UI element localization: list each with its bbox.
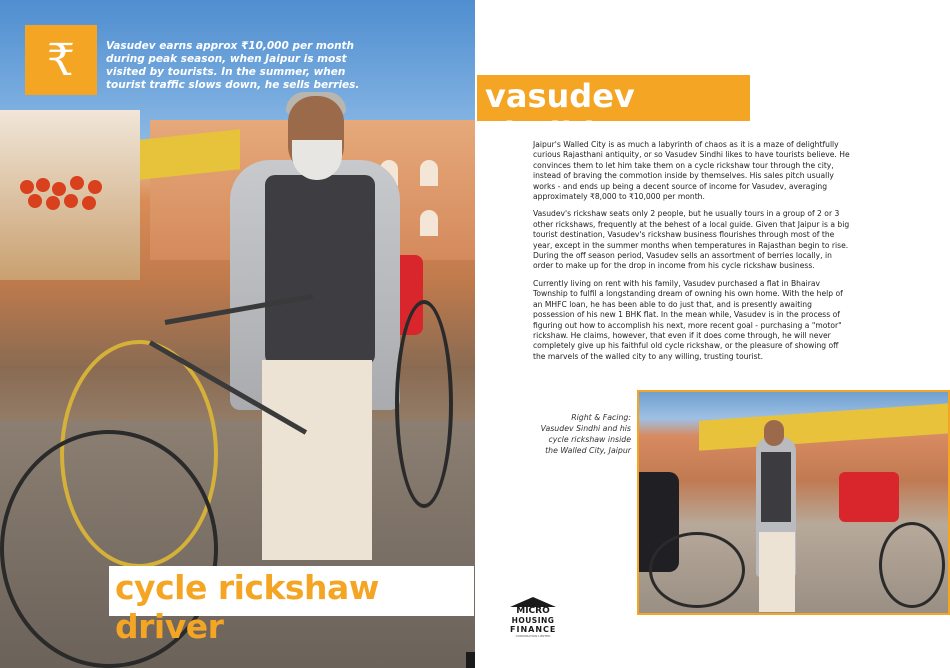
photo-caption: Right & Facing: Vasudev Sindhi and his cycle rickshaw inside the Walled City, Jaipur (540, 413, 631, 455)
inset-rickshaw-seat (839, 472, 899, 522)
micro-housing-finance-logo (510, 597, 556, 637)
logo-tagline: CORPORATION LIMITED (515, 634, 551, 638)
inset-driver-vest (761, 452, 791, 522)
driver-trousers (262, 360, 372, 560)
paragraph: Currently living on rent with his family, Vasudev purchased a flat in Bhairav Township to fulfil a longstanding dream of owning his own home. With the help of an MHFC loan, he has been able to do just that, and is presently awaiting possession of his new 1 BHK flat. In the mean while, Vasudev is in the process of figuring out how to accomplish his next, more recent goal - purchasing a "motor" rickshaw. He claims, however, that even if it does come through, he will never completely give up his faithful old cycle rickshaw, or the pleasure of showing off the marvels of the walled city to any willing, trusting tourist. (533, 278, 843, 361)
inset-rickshaw-wheel (879, 522, 945, 608)
driver-vest (265, 175, 375, 365)
paragraph: Vasudev's rickshaw seats only 2 people, but he usually tours in a group of 2 or 3 other rickshaws, frequently at the behest of a local guide. Given that Jaipur is a big tourist destination, Vasudev's rickshaw business flourishes through most of the year, except in the summer months when temperatures in Rajasthan begin to rise. During the off season period, Vasudev sells an assortment of berries locally, in order to make up for the drop in income from his cycle rickshaw business. (533, 209, 850, 271)
inset-bicycle-wheel (649, 532, 745, 608)
rickshaw-rear-wheel (395, 300, 453, 508)
fruit-stall (0, 110, 140, 280)
logo-line-2: HOUSING (511, 616, 555, 625)
occupation-headline: cycle rickshaw driver (115, 568, 379, 646)
name-banner (477, 75, 750, 153)
paragraph: Jaipur's Walled City is as much a labyrinth of chaos as it is a maze of delightfully curious Rajasthani antiquity, or so Vasudev Sindhi likes to have tourists believe. He convinces them to let him take them on a cycle rickshaw tour through the city, instead of braving the commotion inside by themselves. His sales pitch usually works - and ends up being a decent source of income for Vasudev, averaging approximately ₹8,000 to ₹10,000 per month. (533, 140, 850, 202)
income-caption: Vasudev earns approx ₹10,000 per month during peak season, when Jaipur is most visited by tourists. In the summer, when tourist traffic slows down, he sells berries. (106, 40, 360, 91)
inset-driver-trousers (759, 532, 795, 612)
inset-photo (637, 390, 950, 615)
occupation-headline-box (109, 566, 474, 646)
person-name: vasudev sindhi (485, 77, 635, 153)
rupee-symbol: ₹ (47, 34, 75, 86)
inset-driver-face (764, 420, 784, 446)
page-corner-mark (466, 652, 475, 668)
rupee-icon (25, 25, 97, 95)
logo-line-3: FINANCE (510, 625, 557, 634)
article-body (533, 140, 850, 369)
logo-line-1: MICRO (516, 606, 550, 616)
inset-awning (699, 403, 949, 450)
